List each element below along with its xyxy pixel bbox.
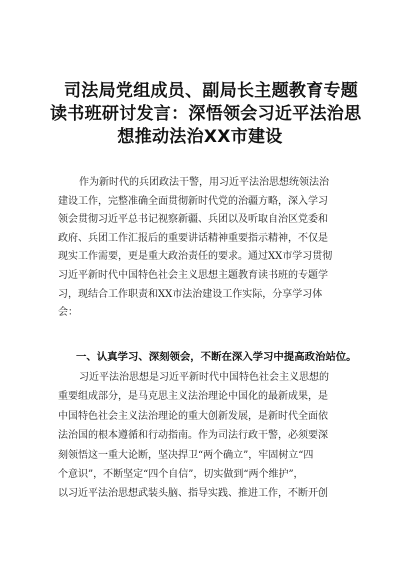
section-heading: 一、认真学习、深刻领会，不断在深入学习中提高政治站位。 (76, 351, 357, 363)
paragraph-line: 习，现结合工作职责和XX市法治建设工作实际，分享学习体 (58, 288, 323, 300)
paragraph-line: 习近平新时代中国特色社会主义思想主题教育读书班的专题学 (58, 269, 328, 281)
paragraph-line: 现实工作需要，更是重大政治责任的要求。通过XX市学习贯彻 (58, 251, 333, 263)
title-line-1: 司法局党组成员、副局长主题教育专题 (64, 81, 359, 101)
intro-paragraph (58, 174, 368, 323)
paragraph-line: 中国特色社会主义法治理论的重大创新发展，是新时代全面依 (58, 410, 328, 422)
title-line-3: 想推动法治XX市建设 (117, 127, 283, 147)
paragraph-line: 会： (58, 307, 78, 319)
paragraph-line: 领会贯彻习近平总书记视察新疆、兵团以及听取自治区党委和 (58, 214, 328, 226)
paragraph-line: 法治国的根本遵循和行动指南。作为司法行政干警，必须要深 (58, 430, 328, 442)
section-paragraph (58, 368, 368, 504)
paragraph-line: 以习近平法治思想武装头脑、指导实践、推进工作，不断开创 (58, 488, 328, 500)
paragraph-line: 习近平法治思想是习近平新时代中国特色社会主义思想的 (79, 372, 329, 383)
paragraph-line: 刻领悟这一重大论断，坚决捍卫“两个确立”，牢固树立“四 (58, 449, 314, 461)
paragraph-line: 建设工作，完整准确全面贯彻新时代党的治疆方略，深入学习 (58, 195, 328, 207)
paragraph-line: 个意识”，不断坚定“四个自信”，切实做到“两个维护”， (58, 468, 304, 480)
paragraph-line: 政府、兵团工作汇报后的重要讲话精神重要指示精神，不仅是 (58, 232, 328, 244)
title-line-2: 读书班研讨发言：深悟领会习近平法治思 (50, 104, 362, 124)
document-title (50, 80, 370, 149)
paragraph-line: 重要组成部分，是马克思主义法治理论中国化的最新成果，是 (58, 391, 328, 403)
paragraph-line: 作为新时代的兵团政法干警，用习近平法治思想统领法治 (79, 177, 329, 188)
